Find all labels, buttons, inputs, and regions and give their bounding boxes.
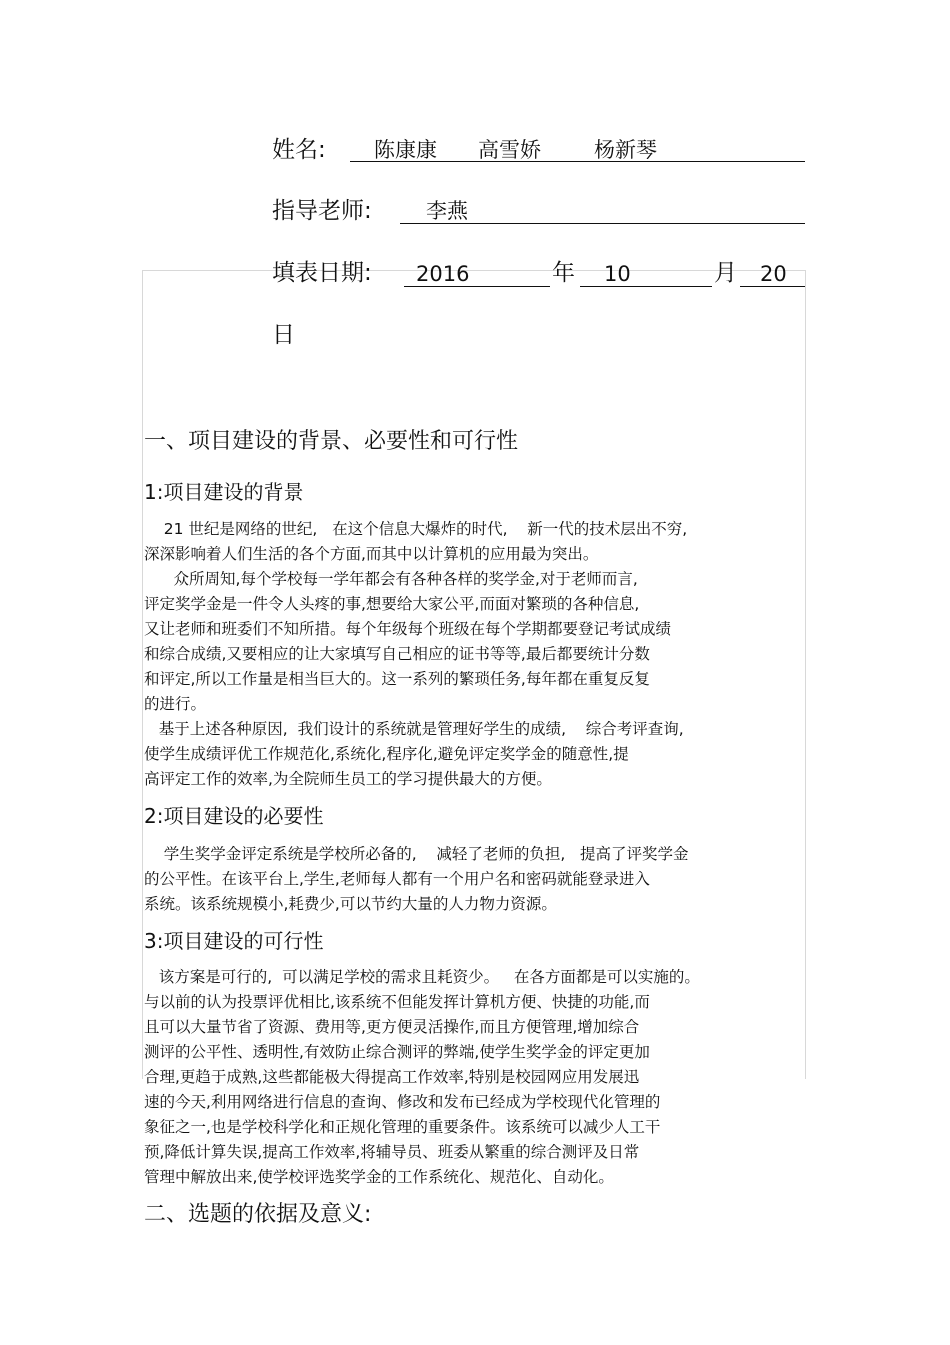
name-label: 姓名: bbox=[272, 137, 326, 163]
text-line: 和综合成绩,又要相应的让大家填写自己相应的证书等等,最后都要统计分数 bbox=[144, 645, 650, 663]
text-line: 基于上述各种原因, 我们设计的系统就是管理好学生的成绩, 综合考评查询, bbox=[144, 720, 684, 738]
text-line: 学生奖学金评定系统是学校所必备的, 减轻了老师的负担, 提高了评奖学金 bbox=[144, 845, 689, 863]
text-line: 测评的公平性、透明性,有效防止综合测评的弊端,使学生奖学金的评定更加 bbox=[144, 1043, 650, 1061]
text-line: 评定奖学金是一件令人头疼的事,想要给大家公平,而面对繁琐的各种信息, bbox=[144, 595, 640, 613]
text-line: 系统。该系统规模小,耗费少,可以节约大量的人力物力资源。 bbox=[144, 895, 557, 913]
advisor-name: 李燕 bbox=[426, 199, 468, 223]
subsection-3-heading: 3:项目建设的可行性 bbox=[144, 929, 324, 953]
student-name-3: 杨新琴 bbox=[594, 138, 657, 162]
date-label: 填表日期: bbox=[272, 260, 372, 286]
text-line: 管理中解放出来,使学校评选奖学金的工作系统化、规范化、自动化。 bbox=[144, 1168, 614, 1186]
text-line: 高评定工作的效率,为全院师生员工的学习提供最大的方便。 bbox=[144, 770, 552, 788]
student-name-1: 陈康康 bbox=[374, 138, 437, 162]
text-line: 众所周知,每个学校每一学年都会有各种各样的奖学金,对于老师而言, bbox=[144, 570, 638, 588]
text-line: 的进行。 bbox=[144, 695, 207, 713]
text-line: 的公平性。在该平台上,学生,老师每人都有一个用户名和密码就能登录进入 bbox=[144, 870, 650, 888]
text-line: 使学生成绩评优工作规范化,系统化,程序化,避免评定奖学金的随意性,提 bbox=[144, 745, 629, 763]
paragraph-background bbox=[144, 517, 804, 792]
name-underline bbox=[350, 161, 805, 162]
text-line: 21 世纪是网络的世纪, 在这个信息大爆炸的时代, 新一代的技术层出不穷, bbox=[144, 520, 688, 538]
advisor-label: 指导老师: bbox=[272, 198, 372, 224]
text-line: 和评定,所以工作量是相当巨大的。这一系列的繁琐任务,每年都在重复反复 bbox=[144, 670, 650, 688]
paragraph-necessity bbox=[144, 842, 804, 917]
text-line: 合理,更趋于成熟,这些都能极大得提高工作效率,特别是校园网应用发展迅 bbox=[144, 1068, 640, 1086]
month-underline bbox=[580, 286, 712, 287]
date-month: 10 bbox=[604, 262, 631, 286]
section-2-heading: 二、选题的依据及意义: bbox=[144, 1202, 372, 1227]
text-line: 深深影响着人们生活的各个方面,而其中以计算机的应用最为突出。 bbox=[144, 545, 599, 563]
day-unit: 日 bbox=[272, 322, 295, 348]
text-line: 该方案是可行的, 可以满足学校的需求且耗资少。 在各方面都是可以实施的。 bbox=[144, 968, 700, 986]
subsection-2-heading: 2:项目建设的必要性 bbox=[144, 804, 324, 828]
date-day: 20 bbox=[760, 262, 787, 286]
text-line: 且可以大量节省了资源、费用等,更方便灵活操作,而且方便管理,增加综合 bbox=[144, 1018, 640, 1036]
text-line: 预,降低计算失误,提高工作效率,将辅导员、班委从繁重的综合测评及日常 bbox=[144, 1143, 640, 1161]
year-underline bbox=[404, 286, 550, 287]
student-name-2: 高雪娇 bbox=[478, 138, 541, 162]
month-unit: 月 bbox=[714, 260, 737, 286]
text-line: 象征之一,也是学校科学化和正规化管理的重要条件。该系统可以减少人工干 bbox=[144, 1118, 661, 1136]
date-year: 2016 bbox=[416, 262, 470, 286]
text-line: 与以前的认为投票评优相比,该系统不但能发挥计算机方便、快捷的功能,而 bbox=[144, 993, 650, 1011]
text-line: 又让老师和班委们不知所措。每个年级每个班级在每个学期都要登记考试成绩 bbox=[144, 620, 672, 638]
day-underline bbox=[740, 286, 805, 287]
year-unit: 年 bbox=[552, 260, 575, 286]
advisor-underline bbox=[400, 223, 805, 224]
section-1-heading: 一、项目建设的背景、必要性和可行性 bbox=[144, 429, 519, 454]
paragraph-feasibility bbox=[144, 965, 804, 1190]
subsection-1-heading: 1:项目建设的背景 bbox=[144, 480, 304, 504]
text-line: 速的今天,利用网络进行信息的查询、修改和发布已经成为学校现代化管理的 bbox=[144, 1093, 661, 1111]
